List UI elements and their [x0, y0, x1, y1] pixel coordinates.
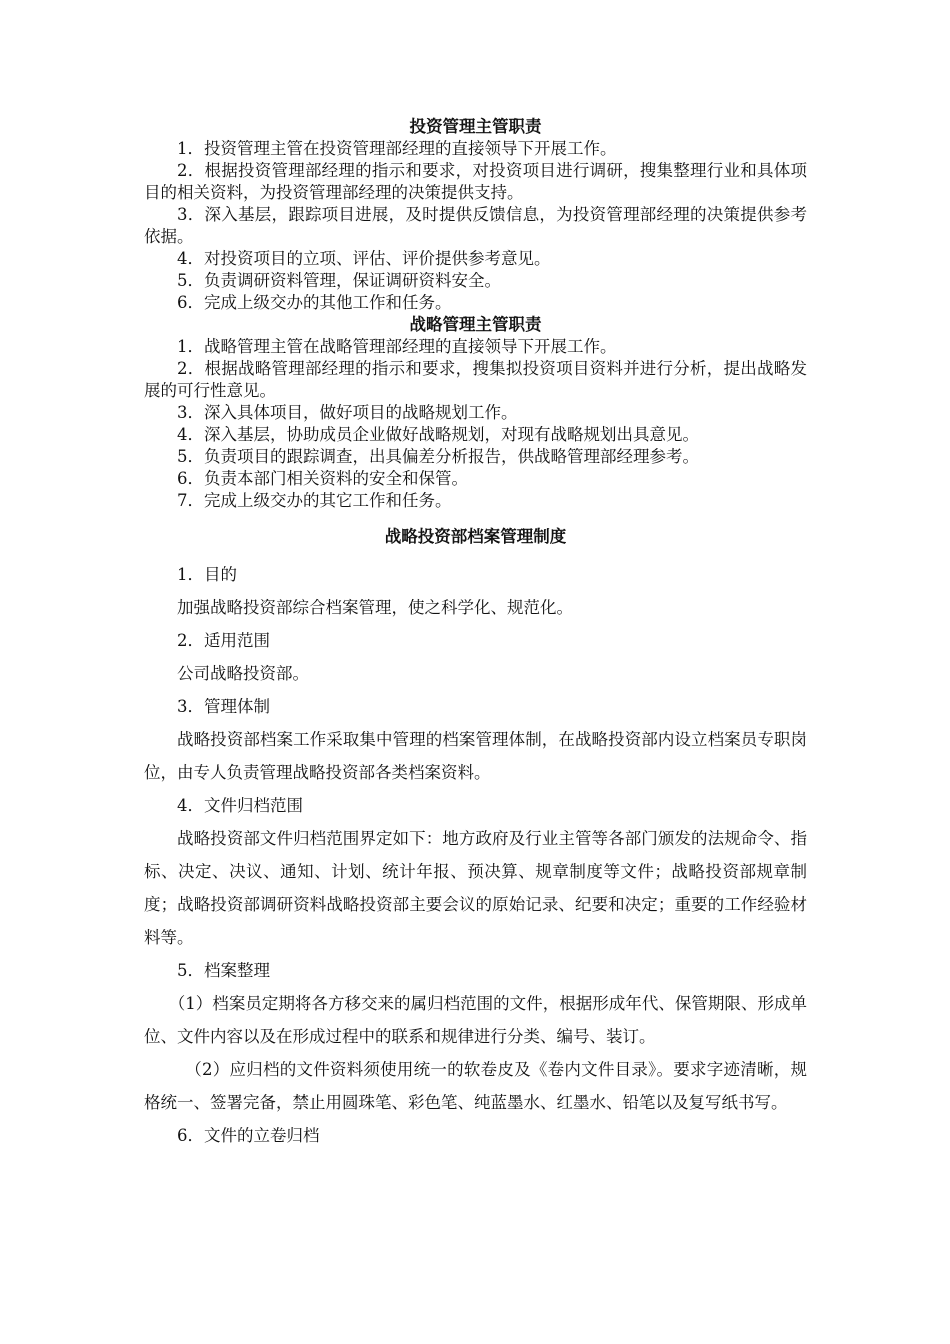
list-item: 3．深入具体项目，做好项目的战略规划工作。: [177, 403, 518, 422]
list-item: 4．深入基层，协助成员企业做好战略规划，对现有战略规划出具意见。: [177, 425, 699, 444]
list-item: 1．战略管理主管在战略管理部经理的直接领导下开展工作。: [177, 337, 617, 356]
paragraph: （1）档案员定期将各方移交来的属归档范围的文件，根据形成年代、保管期限、形成单位、文件内容以及在形成过程中的联系和规律进行分类、编号、装订。: [144, 994, 807, 1046]
list-item: 5．负责调研资料管理，保证调研资料安全。: [177, 271, 501, 290]
list-item: 5．负责项目的跟踪调查，出具偏差分析报告，供战略管理部经理参考。: [177, 447, 699, 466]
paragraph: 公司战略投资部。: [177, 664, 309, 683]
list-item: 7．完成上级交办的其它工作和任务。: [177, 491, 452, 510]
list-item: 4．对投资项目的立项、评估、评价提供参考意见。: [177, 249, 551, 268]
paragraph: 加强战略投资部综合档案管理，使之科学化、规范化。: [177, 598, 573, 617]
paragraph: （2）应归档的文件资料须使用统一的软卷皮及《卷内文件目录》。要求字迹清晰，规格统一、签署完备，禁止用圆珠笔、彩色笔、纯蓝墨水、红墨水、铅笔以及复写纸书写。: [144, 1060, 807, 1112]
list-item: 2．根据战略管理部经理的指示和要求，搜集拟投资项目资料并进行分析，提出战略发展的可行性意见。: [144, 359, 807, 400]
list-item: 6．完成上级交办的其他工作和任务。: [177, 293, 452, 312]
section-title-investment-supervisor: 投资管理主管职责: [409, 117, 542, 136]
list-item: 3．深入基层，跟踪项目进展，及时提供反馈信息，为投资管理部经理的决策提供参考依据。: [144, 205, 807, 246]
paragraph-heading: 6．文件的立卷归档: [177, 1126, 320, 1145]
list-item: 2．根据投资管理部经理的指示和要求，对投资项目进行调研，搜集整理行业和具体项目的相关资料，为投资管理部经理的决策提供支持。: [144, 161, 807, 202]
paragraph-heading: 3．管理体制: [177, 697, 270, 716]
paragraph-heading: 4．文件归档范围: [177, 796, 303, 815]
list-item: 1．投资管理主管在投资管理部经理的直接领导下开展工作。: [177, 139, 617, 158]
section-title-archive-policy: 战略投资部档案管理制度: [384, 527, 567, 546]
section-title-strategy-supervisor: 战略管理主管职责: [409, 315, 542, 334]
paragraph-heading: 5．档案整理: [177, 961, 270, 980]
archive-policy-section: [144, 525, 807, 1152]
paragraph-heading: 1．目的: [177, 565, 237, 584]
duties-section: [144, 116, 807, 512]
paragraph-heading: 2．适用范围: [177, 631, 270, 650]
list-item: 6．负责本部门相关资料的安全和保管。: [177, 469, 468, 488]
paragraph: 战略投资部文件归档范围界定如下：地方政府及行业主管等各部门颁发的法规命令、指标、决定、决议、通知、计划、统计年报、预决算、规章制度等文件；战略投资部规章制度；战略投资部调研资料战略投资部主要会议的原始记录、纪要和决定；重要的工作经验材料等。: [144, 829, 807, 947]
paragraph: 战略投资部档案工作采取集中管理的档案管理体制，在战略投资部内设立档案员专职岗位，由专人负责管理战略投资部各类档案资料。: [144, 730, 807, 782]
